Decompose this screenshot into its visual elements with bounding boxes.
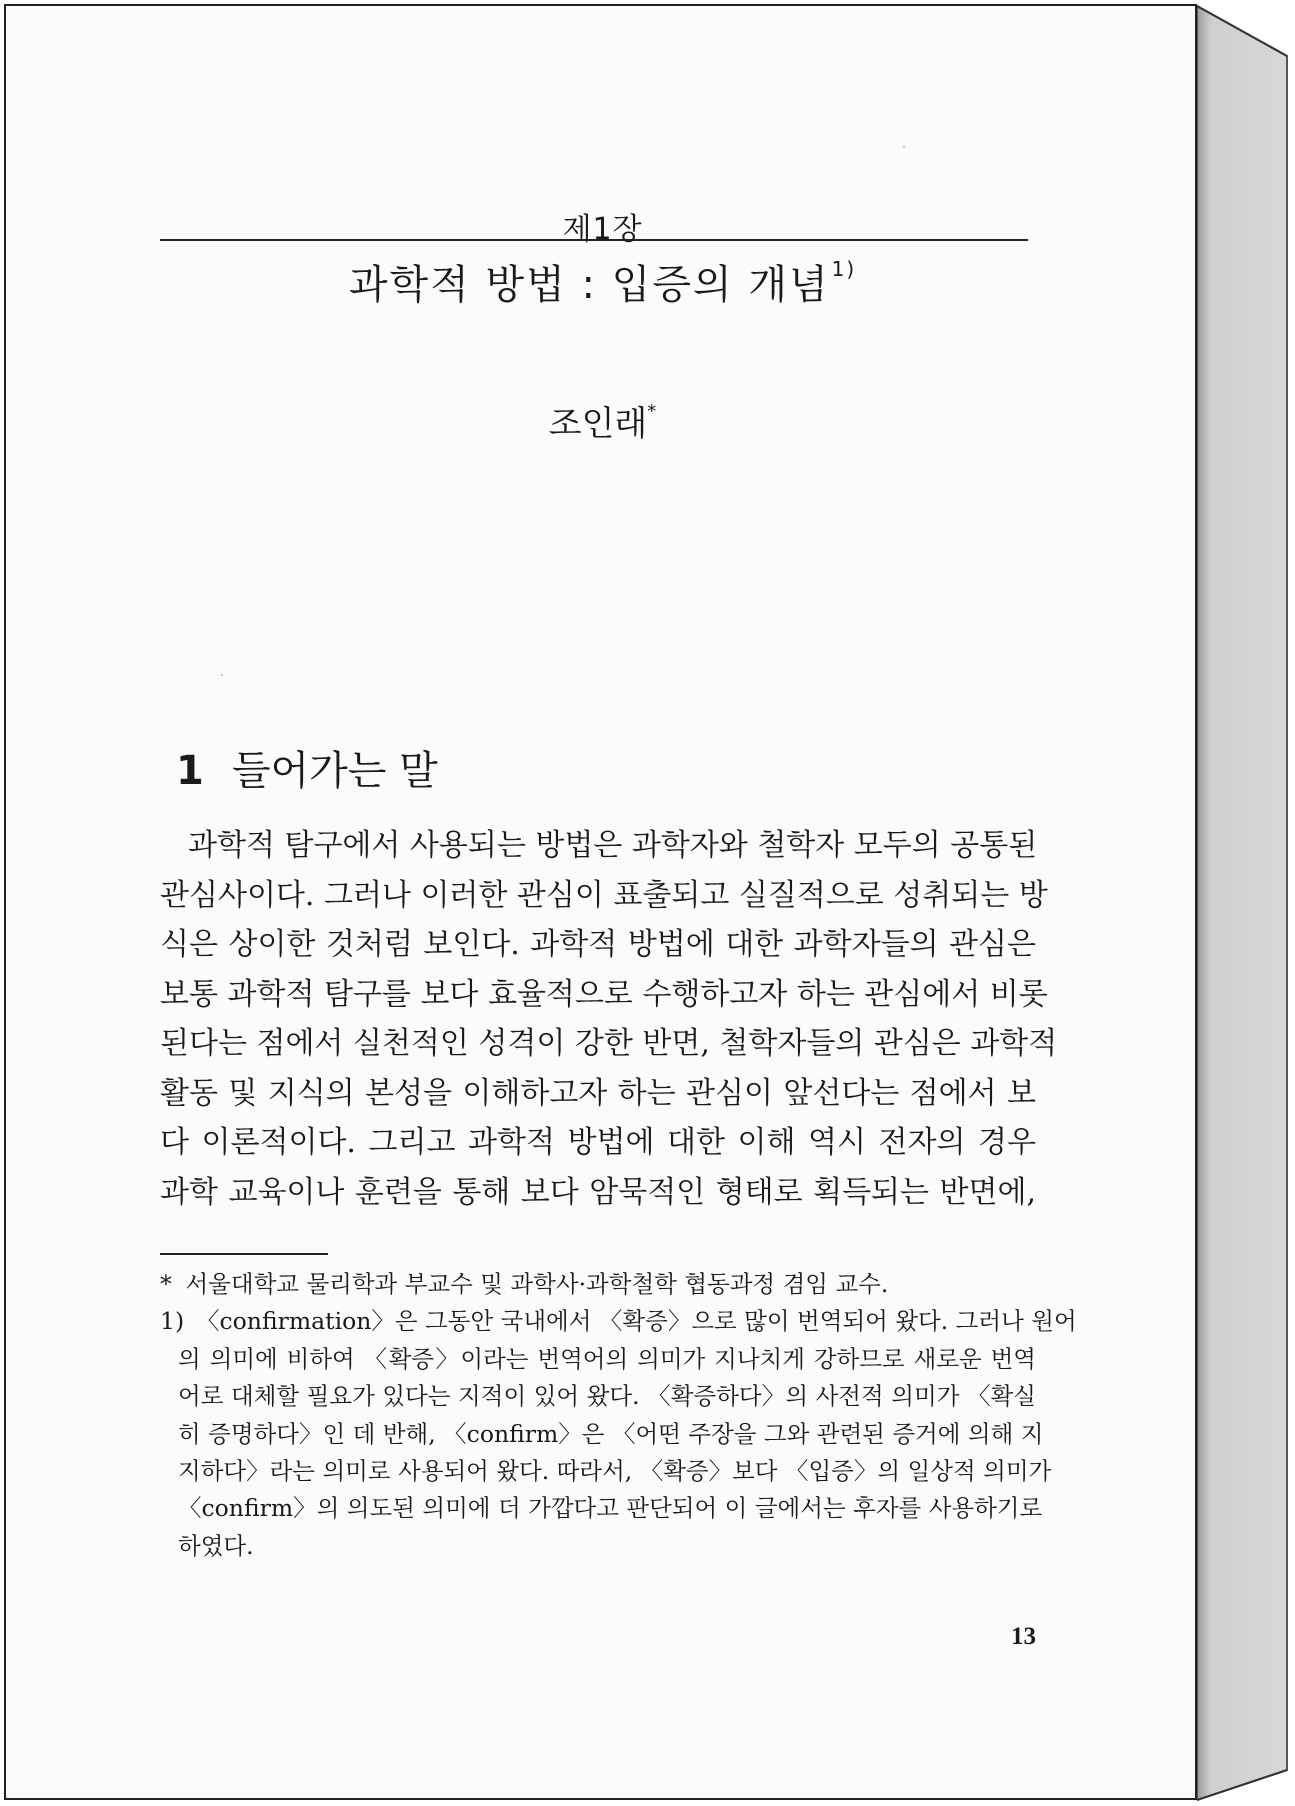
footnote-mark: *: [160, 1270, 172, 1298]
author-footnote-ref[interactable]: *: [647, 401, 657, 422]
footnote-text: 서울대학교 물리학과 부교수 및 과학사·과학철학 협동과정 겸임 교수.: [185, 1270, 889, 1298]
footnote-1-line: 의 의미에 비하여 〈확증〉이라는 번역어의 의미가 지나치게 강하므로 새로운 번역: [178, 1344, 1036, 1373]
paper-speck: [221, 674, 223, 676]
chapter-title: [6, 253, 1199, 310]
page-number: 13: [1011, 1623, 1036, 1650]
footnote-1-line: 〈confirm〉의 의도된 의미에 더 가깝다고 판단되어 이 글에서는 후자를 사용하기로: [178, 1494, 1043, 1523]
footnote-divider: [160, 1253, 328, 1255]
footnote-1-line: 하였다.: [178, 1531, 254, 1560]
section-number: 1: [176, 748, 204, 794]
footnote-1-line: 히 증명하다〉인 데 반해, 〈confirm〉은 〈어떤 주장을 그와 관련된 증거에 의해 지: [178, 1419, 1044, 1448]
author-line: [6, 396, 1199, 445]
book-edge-thickness: [1197, 4, 1291, 1802]
chapter-title-text: 과학적 방법 : 입증의 개념: [348, 262, 830, 308]
body-paragraph: [160, 821, 1058, 1217]
body-line: 식은 상이한 것처럼 보인다. 과학적 방법에 대한 과학자들의 관심은: [160, 927, 1036, 962]
footnote-text: 〈confirmation〉은 그동안 국내에서 〈확증〉으로 많이 번역되어 왔다. 그러나 원어: [196, 1307, 1077, 1336]
chapter-label: 제1장: [562, 212, 643, 247]
body-line: 과학적 탐구에서 사용되는 방법은 과학자와 철학자 모두의 공통된: [188, 828, 1038, 863]
body-line: 보통 과학적 탐구를 보다 효율적으로 수행하고자 하는 관심에서 비롯: [160, 976, 1048, 1012]
body-line: 관심사이다. 그러나 이러한 관심이 표출되고 실질적으로 성취되는 방: [160, 877, 1048, 913]
body-line: 과학 교육이나 훈련을 통해 보다 암묵적인 형태로 획득되는 반면에,: [160, 1174, 1036, 1210]
paper-speck: [903, 146, 905, 148]
footnote-1-line: [160, 1303, 1077, 1340]
footnote-mark: 1): [160, 1307, 185, 1336]
footnote-1-line: 지하다〉라는 의미로 사용되어 왔다. 따라서, 〈확증〉보다 〈입증〉의 일상적 의미가: [178, 1456, 1052, 1485]
body-line: 활동 및 지식의 본성을 이해하고자 하는 관심이 앞선다는 점에서 보: [160, 1075, 1036, 1111]
section-title: 들어가는 말: [231, 748, 438, 794]
body-line: 된다는 점에서 실천적인 성격이 강한 반면, 철학자들의 관심은 과학적: [160, 1026, 1058, 1061]
footnote-1-line: 어로 대체할 필요가 있다는 지적이 있어 왔다. 〈확증하다〉의 사전적 의미가 〈확실: [178, 1382, 1036, 1411]
body-line: 다 이론적이다. 그리고 과학적 방법에 대한 이해 역시 전자의 경우: [160, 1125, 1036, 1160]
footnotes: [160, 1266, 1077, 1565]
chapter-title-footnote-ref[interactable]: 1): [831, 257, 857, 281]
document-page: [4, 4, 1197, 1800]
footnote-author: [160, 1266, 1036, 1303]
chapter-divider: [160, 239, 1028, 241]
section-heading: [176, 739, 438, 796]
author-name: 조인래: [548, 404, 648, 444]
